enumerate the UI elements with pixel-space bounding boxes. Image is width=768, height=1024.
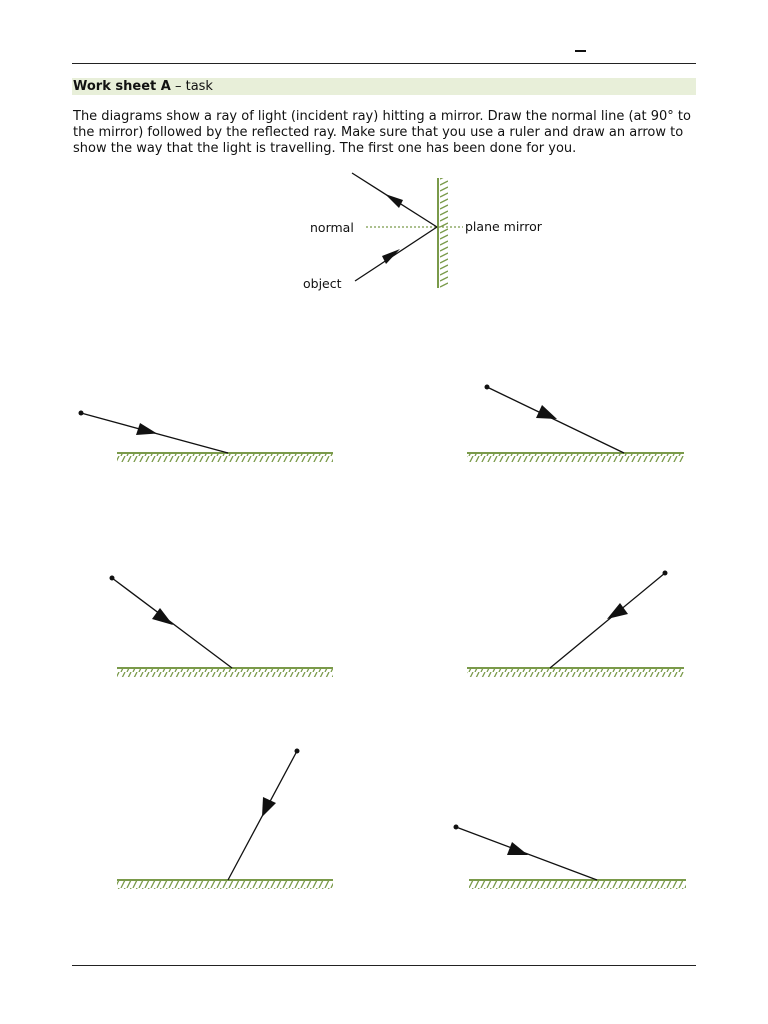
mirror-hatch [469, 881, 686, 889]
mirror-hatch [117, 669, 333, 677]
example-mirror-hatch [440, 178, 448, 288]
normal-label: normal [310, 220, 354, 235]
incident-ray [550, 573, 665, 668]
example-diagram [303, 173, 543, 291]
object-label: object [303, 276, 342, 291]
ray-origin [295, 749, 300, 754]
mirror-hatch [467, 454, 684, 462]
exercise-4 [467, 571, 684, 678]
footer-rule [72, 965, 696, 966]
ray-origin [110, 576, 115, 581]
ray-origin [485, 385, 490, 390]
ray-origin [663, 571, 668, 576]
ray-origin [79, 411, 84, 416]
example-incident-ray [355, 227, 437, 281]
incident-ray [456, 827, 597, 880]
exercise-1 [79, 411, 334, 463]
incident-ray [487, 387, 624, 453]
instructions-text: The diagrams show a ray of light (incident ray) hitting a mirror. Draw the normal line (at 90° to the mirror) followed by the reflected ray. Make sure that you use a ruler and draw an arrow to show the way that the light is travelling. The first one has been done for you. [73, 109, 691, 156]
exercise-6 [454, 825, 687, 890]
ray-arrow [507, 842, 528, 855]
worksheet-title-bold: Work sheet A [73, 79, 171, 94]
ray-arrow [136, 423, 157, 435]
incident-ray [112, 578, 232, 668]
exercise-5 [117, 749, 333, 890]
mirror-hatch [117, 881, 333, 889]
ray-arrow [536, 405, 557, 419]
ray-arrow [262, 797, 276, 817]
mirror-hatch [117, 454, 333, 462]
exercise-3 [110, 576, 334, 678]
ray-origin [454, 825, 459, 830]
mirror-label: plane mirror [465, 219, 542, 234]
exercise-2 [467, 385, 684, 463]
worksheet-title-rest: – task [170, 79, 213, 94]
example-reflected-arrow [385, 194, 403, 208]
mirror-hatch [467, 669, 684, 677]
